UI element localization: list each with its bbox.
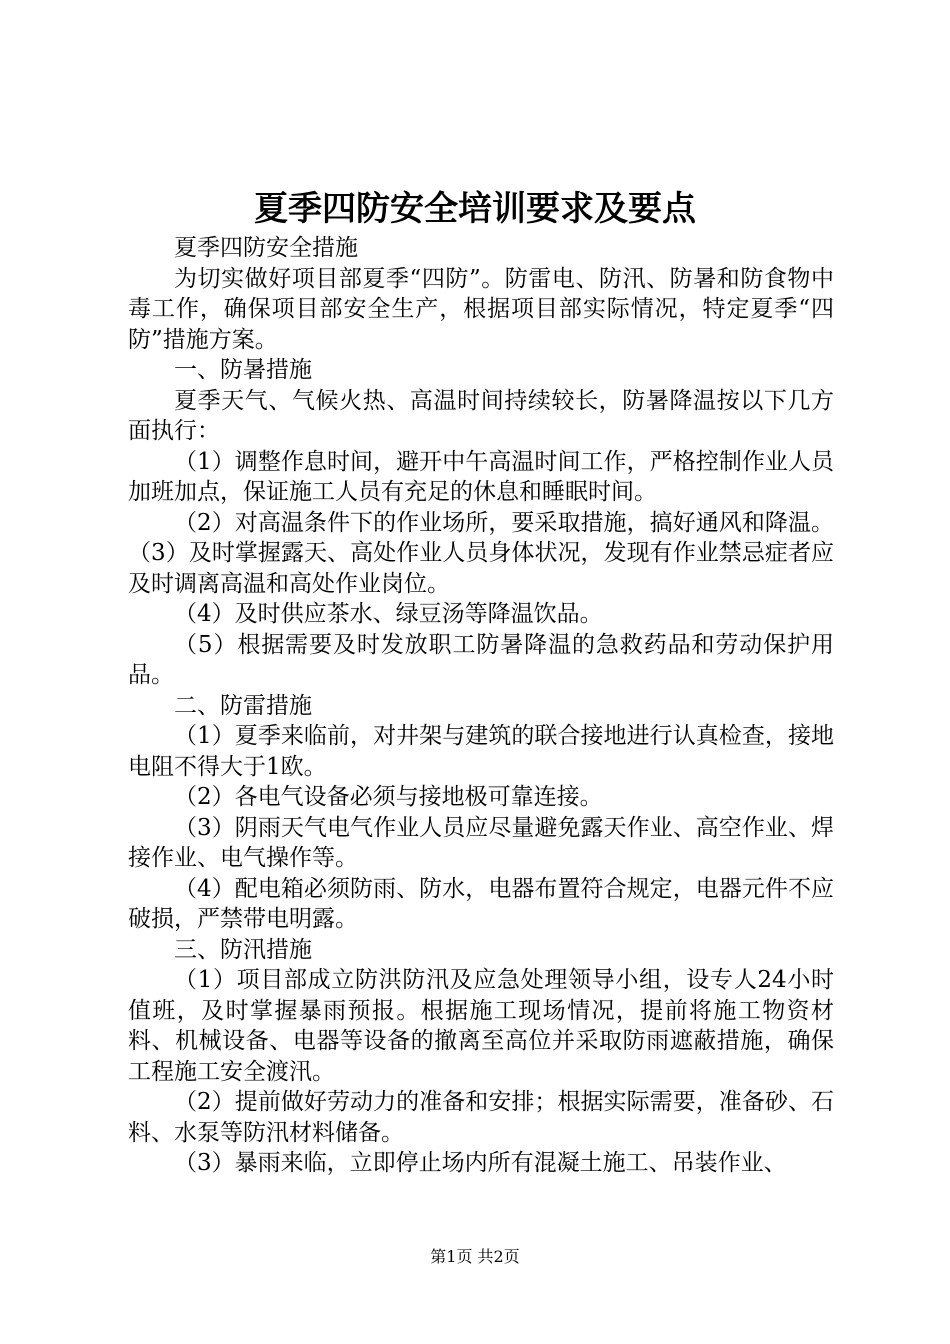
paragraph-heat-4: （4）及时供应茶水、绿豆汤等降温饮品。 bbox=[174, 601, 603, 627]
paragraph-lightning-1: （1）夏季来临前，对井架与建筑的联合接地进行认真检查，接地电阻不得大于1欧。 bbox=[128, 723, 834, 780]
paragraph-heading-measures: 夏季四防安全措施 bbox=[174, 235, 358, 261]
section-heading-lightning: 二、防雷措施 bbox=[174, 692, 312, 719]
section-heading-flood: 三、防汛措施 bbox=[174, 936, 312, 963]
section-heading-heat: 一、防暑措施 bbox=[174, 357, 312, 383]
paragraph-flood-3: （3）暴雨来临，立即停止场内所有混凝土施工、吊装作业、 bbox=[174, 1150, 787, 1176]
paragraph-lightning-2: （2）各电气设备必须与接地极可靠连接。 bbox=[174, 784, 603, 810]
paragraph-lightning-4: （4）配电箱必须防雨、防水，电器布置符合规定，电器元件不应破损，严禁带电明露。 bbox=[128, 875, 834, 932]
paragraph-lightning-3: （3）阴雨天气电气作业人员应尽量避免露天作业、高空作业、焊接作业、电气操作等。 bbox=[128, 814, 834, 871]
document-body bbox=[128, 233, 834, 1179]
paragraph-heat-5: （5）根据需要及时发放职工防暑降温的急救药品和劳动保护用品。 bbox=[128, 631, 834, 688]
paragraph-flood-2: （2）提前做好劳动力的准备和安排；根据实际需要，准备砂、石料、水泵等防汛材料储备。 bbox=[128, 1089, 834, 1146]
paragraph-heat-1: （1）调整作息时间，避开中午高温时间工作，严格控制作业人员加班加点，保证施工人员有充足的休息和睡眠时间。 bbox=[128, 448, 834, 505]
document-title: 夏季四防安全培训要求及要点 bbox=[254, 189, 696, 229]
paragraph-heat-intro: 夏季天气、气候火热、高温时间持续较长，防暑降温按以下几方面执行： bbox=[128, 387, 834, 444]
paragraph-intro: 为切实做好项目部夏季“四防”。防雷电、防汛、防暑和防食物中毒工作，确保项目部安全生产，根据项目部实际情况，特定夏季“四防”措施方案。 bbox=[128, 265, 834, 353]
paragraph-heat-2-3: （2）对高温条件下的作业场所，要采取措施，搞好通风和降温。（3）及时掌握露天、高处作业人员身体状况，发现有作业禁忌症者应及时调离高温和高处作业岗位。 bbox=[128, 509, 834, 597]
paragraph-flood-1: （1）项目部成立防洪防汛及应急处理领导小组，设专人24小时值班，及时掌握暴雨预报。根据施工现场情况，提前将施工物资材料、机械设备、电器等设备的撤离至高位并采取防雨遮蔽措施，确保工程施工安全渡汛。 bbox=[128, 967, 834, 1085]
page-footer: 第1页 共2页 bbox=[430, 1247, 520, 1266]
